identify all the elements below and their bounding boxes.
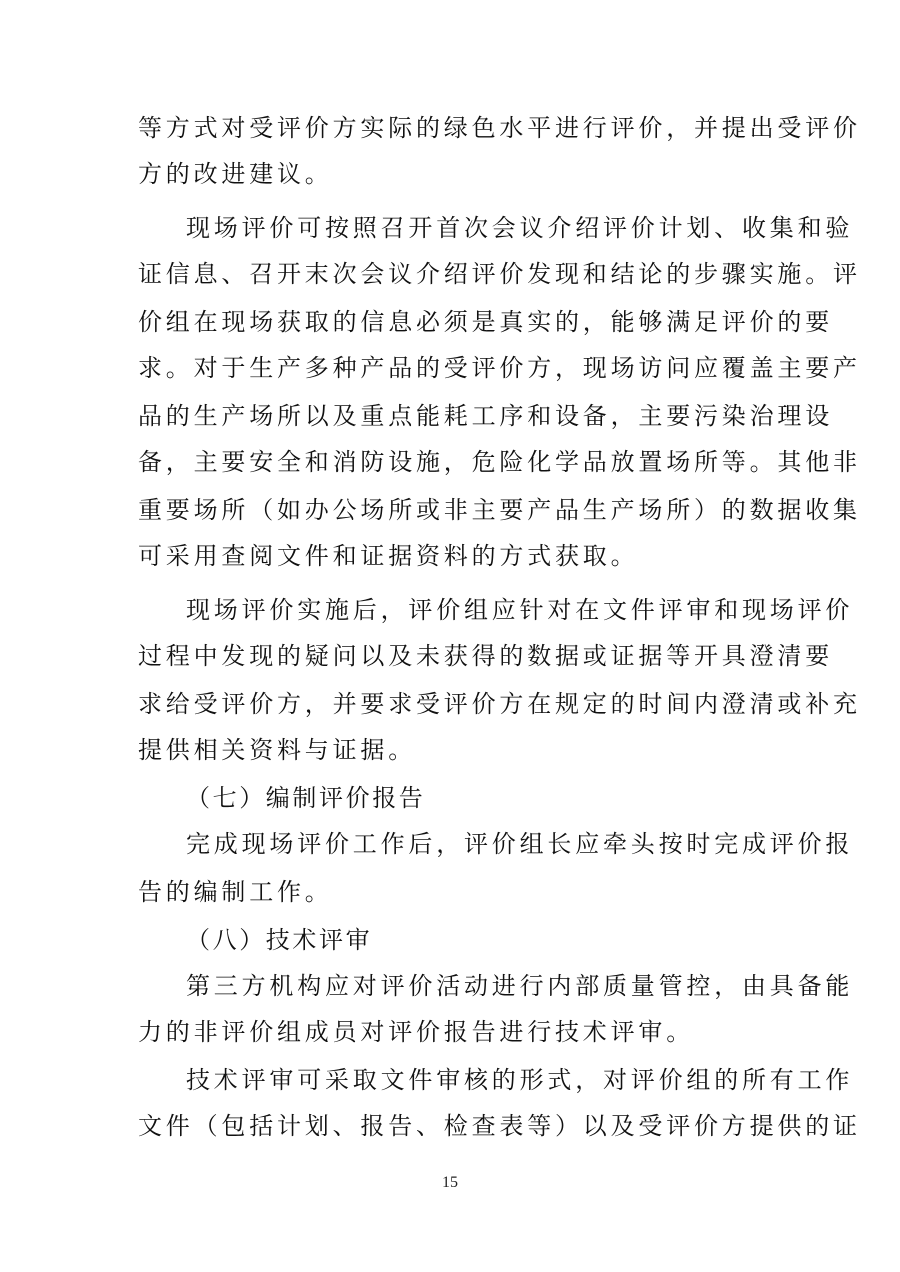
section-heading: （七）编制评价报告 — [186, 784, 426, 812]
text-line: 可采用查阅文件和证据资料的方式获取。 — [138, 542, 639, 570]
text-line: 证信息、召开末次会议介绍评价发现和结论的步骤实施。评 — [138, 260, 861, 288]
text-line: 等方式对受评价方实际的绿色水平进行评价，并提出受评价 — [138, 114, 861, 142]
paragraph-start-line: 完成现场评价工作后，评价组长应牵头按时完成评价报 — [186, 830, 854, 858]
text-line: 品的生产场所以及重点能耗工序和设备，主要污染治理设 — [138, 402, 833, 430]
text-line: 告的编制工作。 — [138, 878, 333, 906]
text-line: 提供相关资料与证据。 — [138, 736, 416, 764]
text-line: 方的改进建议。 — [138, 160, 333, 188]
text-line: 重要场所（如办公场所或非主要产品生产场所）的数据收集 — [138, 496, 861, 524]
paragraph-start-line: 现场评价可按照召开首次会议介绍评价计划、收集和验 — [186, 214, 854, 242]
paragraph-start-line: 技术评审可采取文件审核的形式，对评价组的所有工作 — [186, 1066, 854, 1094]
text-line: 文件（包括计划、报告、检查表等）以及受评价方提供的证 — [138, 1112, 861, 1140]
section-heading: （八）技术评审 — [186, 926, 373, 954]
text-line: 备，主要安全和消防设施，危险化学品放置场所等。其他非 — [138, 448, 861, 476]
paragraph-start-line: 第三方机构应对评价活动进行内部质量管控，由具备能 — [186, 972, 854, 1000]
text-line: 价组在现场获取的信息必须是真实的，能够满足评价的要 — [138, 308, 833, 336]
page-number: 15 — [442, 1174, 458, 1191]
text-line: 过程中发现的疑问以及未获得的数据或证据等开具澄清要 — [138, 642, 833, 670]
paragraph-start-line: 现场评价实施后，评价组应针对在文件评审和现场评价 — [186, 596, 854, 624]
text-line: 求。对于生产多种产品的受评价方，现场访问应覆盖主要产 — [138, 354, 861, 382]
text-line: 求给受评价方，并要求受评价方在规定的时间内澄清或补充 — [138, 690, 861, 718]
text-line: 力的非评价组成员对评价报告进行技术评审。 — [138, 1018, 694, 1046]
